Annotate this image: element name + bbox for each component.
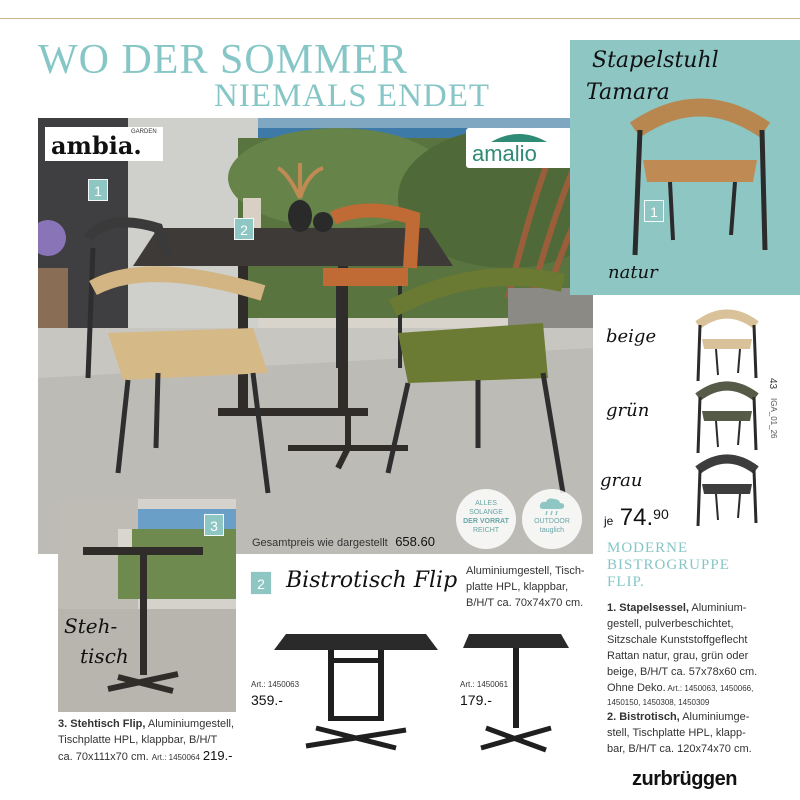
- marker-1-chair: 1: [644, 200, 664, 222]
- vorrat-l4: REICHT: [472, 527, 500, 534]
- headline-line2: NIEMALS ENDET: [214, 78, 491, 114]
- marker-2-bistro: 2: [250, 571, 272, 595]
- bistro-desc-l3: B/H/T ca. 70x74x70 cm.: [466, 597, 584, 609]
- total-price: [252, 533, 435, 551]
- cloud-rain-icon: [537, 497, 567, 517]
- chair-title-l1: Stapelstuhl: [592, 48, 719, 73]
- stehtisch-script-l1: Steh-: [64, 614, 118, 638]
- marker-2-hero: 2: [234, 218, 254, 240]
- stehtisch-desc: [58, 716, 234, 766]
- price-cents: 90: [653, 506, 669, 522]
- vorrat-l3: DER VORRAT: [463, 518, 509, 525]
- price-main: 74.: [619, 504, 654, 531]
- amalio-wordmark: amalio: [472, 141, 537, 166]
- vorrat-l1: ALLES: [475, 500, 497, 507]
- p1-l6: Ohne Deko.: [607, 682, 666, 694]
- p1-bold: 1. Stapelsessel,: [607, 602, 689, 614]
- stehtisch-l1: Aluminiumgestell,: [145, 718, 235, 730]
- right-title: [607, 540, 730, 591]
- table-large-price: 359.-: [251, 692, 283, 708]
- chair-gruen-image: [692, 375, 762, 455]
- p2-l3: bar, B/H/T ca. 120x74x70 cm.: [607, 743, 752, 755]
- bistrotisch-title: Bistrotisch Flip: [286, 568, 458, 593]
- ambia-sub: GARDEN: [131, 129, 157, 135]
- p1-l2: gestell, pulverbeschichtet,: [607, 618, 734, 630]
- table-large-image: [266, 628, 446, 758]
- stehtisch-art: Art.: 1450064: [151, 753, 200, 762]
- stehtisch-l3: ca. 70x111x70 cm.: [58, 751, 149, 763]
- p1-l5: beige, B/H/T ca. 57x78x60 cm.: [607, 666, 758, 678]
- vorrat-badge: [456, 489, 516, 549]
- chair-color-natur: natur: [608, 262, 658, 283]
- p2-bold: 2. Bistrotisch,: [607, 711, 680, 723]
- stehtisch-price: 219.-: [202, 748, 233, 763]
- chair-beige-image: [692, 303, 762, 383]
- p2-l2: stell, Tischplatte HPL, klapp-: [607, 727, 746, 739]
- variant-grau-label: grau: [600, 470, 643, 491]
- p1-art1: Art.: 1450063, 1450066,: [665, 684, 754, 693]
- p1-l1: Aluminium-: [688, 602, 747, 614]
- outdoor-badge: [522, 489, 582, 549]
- p1-l3: Sitzschale Kunststoffgeflecht: [607, 634, 748, 646]
- catalog-code: IGA_01_26: [769, 398, 778, 439]
- right-desc: [607, 600, 777, 757]
- price-prefix: je: [604, 514, 614, 528]
- p1-l4: Rattan natur, grau, grün oder: [607, 650, 749, 662]
- variant-gruen-label: grün: [606, 400, 650, 421]
- total-value: 658.60: [395, 534, 435, 549]
- chair-title-l2: Tamara: [586, 80, 670, 105]
- stehtisch-script-l2: tisch: [80, 644, 129, 668]
- chair-panel: [570, 40, 800, 295]
- marker-3: 3: [204, 514, 224, 536]
- hero-photo: [38, 118, 593, 554]
- total-label: Gesamtpreis wie dargestellt: [252, 537, 388, 549]
- bistrotisch-desc: [466, 563, 585, 611]
- zurbruggen-logo: zurbrüggen: [632, 768, 737, 790]
- bistro-desc-l2: platte HPL, klappbar,: [466, 581, 569, 593]
- outdoor-l1: OUTDOOR: [534, 518, 570, 525]
- variant-beige-label: beige: [606, 326, 657, 347]
- bistro-desc-l1: Aluminiumgestell, Tisch-: [466, 565, 585, 577]
- chair-grau-image: [692, 448, 762, 528]
- stehtisch-l2: Tischplatte HPL, klappbar, B/H/T: [58, 734, 218, 746]
- ambia-logo: [45, 127, 163, 161]
- vorrat-l2: SOLANGE: [469, 509, 503, 516]
- p2-l1: Aluminiumge-: [679, 711, 750, 723]
- p1-art2: 1450150, 1450308, 1450309: [607, 698, 710, 707]
- page-number: 43: [767, 378, 778, 390]
- table-small-price: 179.-: [460, 692, 492, 708]
- outdoor-l2: tauglich: [539, 527, 565, 534]
- stehtisch-bold: 3. Stehtisch Flip,: [58, 718, 146, 730]
- table-small-art: Art.: 1450061: [460, 680, 509, 689]
- right-title-l2: BISTROGRUPPE: [607, 557, 730, 573]
- marker-1-hero: 1: [88, 179, 108, 201]
- right-title-l3: FLIP.: [607, 574, 645, 590]
- right-title-l1: MODERNE: [607, 540, 689, 556]
- table-large-art: Art.: 1450063: [251, 680, 300, 689]
- ambia-wordmark: ambia.: [51, 131, 142, 160]
- amalio-logo: [466, 128, 572, 168]
- chair-natur-image: [625, 90, 775, 260]
- headline-line1: WO DER SOMMER: [38, 37, 409, 83]
- top-rule: [0, 18, 800, 19]
- chair-price: [604, 504, 669, 532]
